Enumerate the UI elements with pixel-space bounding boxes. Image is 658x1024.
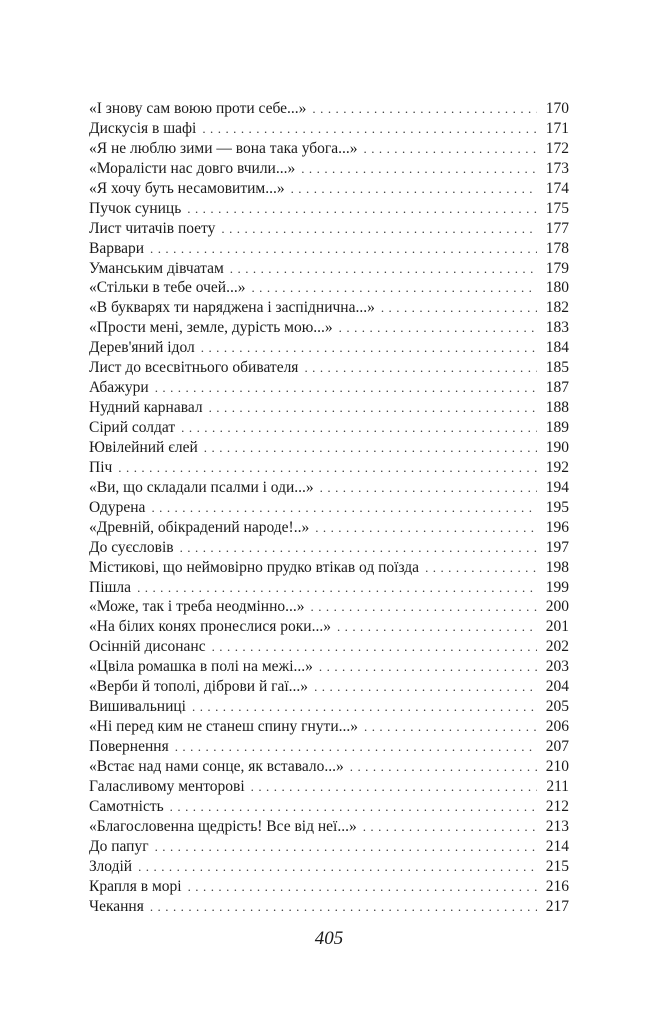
dot-leader [304, 358, 537, 378]
toc-entry [89, 458, 569, 478]
toc-entry-page: 204 [545, 678, 569, 696]
toc-entry [89, 179, 569, 199]
toc-entry [89, 478, 569, 498]
toc-entry [89, 199, 569, 219]
toc-entry-title: Ювілейний єлей [89, 438, 198, 456]
dot-leader [314, 677, 537, 697]
toc-entry-title: «В букварях ти наряджена і заспіднична...» [89, 299, 375, 317]
dot-leader [221, 219, 537, 239]
dot-leader [339, 318, 537, 338]
dot-leader [201, 338, 537, 358]
toc-entry [89, 737, 569, 757]
toc-entry [89, 657, 569, 677]
dot-leader [212, 637, 537, 657]
dot-leader [251, 777, 537, 797]
toc-entry-title: «Верби й тополі, діброви й гаї...» [89, 678, 309, 696]
toc-entry-title: Сірий солдат [89, 419, 176, 436]
toc-entry-page: 183 [545, 319, 569, 337]
toc-entry [89, 637, 569, 657]
toc-entry-title: Дискусія в шафі [89, 119, 197, 137]
toc-entry-title: Піч [89, 458, 113, 476]
dot-leader [188, 877, 537, 897]
toc-entry-page: 175 [545, 199, 569, 217]
toc-entry-page: 196 [545, 518, 569, 536]
toc-entry [89, 139, 569, 159]
toc-entry-page: 215 [545, 857, 569, 875]
toc-entry-title: «Я не люблю зими — вона така убога...» [89, 139, 358, 157]
toc-entry-page: 171 [545, 119, 569, 137]
toc-entry-title: Чекання [89, 897, 144, 915]
toc-entry [89, 597, 569, 617]
toc-entry-page: 189 [545, 419, 569, 436]
toc-entry-page: 187 [545, 379, 569, 397]
toc-entry [89, 817, 569, 837]
table-of-contents [89, 99, 569, 916]
dot-leader [363, 817, 537, 837]
toc-entry-title: Вишивальниці [89, 698, 186, 716]
toc-entry-title: Нудний карнавал [89, 399, 203, 417]
toc-entry-title: Лист читачів поету [89, 219, 216, 237]
toc-entry-title: «І знову сам воюю проти себе...» [89, 100, 307, 117]
dot-leader [364, 717, 537, 737]
toc-entry-title: «Ні перед ким не станеш спину гнути...» [89, 718, 358, 736]
toc-entry [89, 278, 569, 298]
toc-entry [89, 897, 569, 917]
toc-entry-page: 180 [545, 279, 569, 297]
dot-leader [204, 438, 537, 458]
dot-leader [315, 518, 537, 538]
dot-leader [319, 657, 537, 677]
toc-entry-page: 206 [545, 718, 569, 736]
dot-leader [151, 498, 537, 518]
toc-entry-page: 188 [545, 399, 569, 417]
toc-entry-page: 210 [545, 757, 569, 775]
dot-leader [202, 119, 537, 139]
dot-leader [312, 99, 537, 119]
toc-entry [89, 578, 569, 598]
dot-leader [118, 458, 537, 478]
toc-entry-page: 199 [545, 578, 569, 596]
dot-leader [155, 837, 537, 857]
toc-entry-page: 178 [545, 239, 569, 257]
toc-entry-page: 197 [545, 538, 569, 556]
toc-entry-page: 173 [545, 159, 569, 177]
toc-entry-page: 184 [545, 339, 569, 357]
toc-entry-title: До папуг [89, 837, 149, 855]
toc-entry-title: Уманським дівчатам [89, 259, 224, 277]
toc-entry [89, 358, 569, 378]
dot-leader [150, 897, 537, 917]
toc-entry-title: «Моралісти нас довго вчили...» [89, 159, 296, 177]
dot-leader [175, 737, 537, 757]
toc-entry [89, 119, 569, 139]
toc-entry-title: «Я хочу буть несамовитим...» [89, 179, 285, 197]
toc-entry-title: Одурена [89, 498, 146, 516]
dot-leader [350, 757, 537, 777]
toc-entry-page: 205 [545, 698, 569, 716]
toc-entry-title: «Прости мені, земле, дурість мою...» [89, 319, 333, 337]
dot-leader [180, 538, 537, 558]
toc-entry [89, 677, 569, 697]
toc-entry [89, 697, 569, 717]
toc-entry-page: 202 [545, 638, 569, 656]
dot-leader [337, 617, 537, 637]
toc-entry-title: Пучок суниць [89, 199, 182, 217]
toc-entry [89, 538, 569, 558]
dot-leader [320, 478, 537, 498]
toc-entry [89, 757, 569, 777]
toc-entry-page: 200 [545, 598, 569, 616]
toc-entry [89, 857, 569, 877]
toc-entry [89, 219, 569, 239]
toc-entry-page: 170 [545, 100, 569, 117]
toc-entry [89, 298, 569, 318]
toc-entry-title: Варвари [89, 239, 145, 257]
toc-entry-title: «Древній, обікрадений народе!..» [89, 518, 310, 536]
toc-entry-title: «Ви, що складали псалми і оди...» [89, 478, 314, 496]
toc-entry-page: 194 [545, 478, 569, 496]
dot-leader [181, 418, 537, 438]
toc-entry [89, 518, 569, 538]
toc-entry [89, 498, 569, 518]
toc-entry-title: «Цвіла ромашка в полі на межі...» [89, 658, 313, 676]
toc-entry-title: Самотність [89, 797, 164, 815]
toc-entry-title: Злодій [89, 857, 133, 875]
toc-entry-page: 177 [545, 219, 569, 237]
toc-entry-page: 190 [545, 438, 569, 456]
toc-entry [89, 378, 569, 398]
toc-entry [89, 418, 569, 438]
toc-entry [89, 797, 569, 817]
toc-entry [89, 398, 569, 418]
toc-entry-page: 192 [545, 458, 569, 476]
toc-entry [89, 318, 569, 338]
dot-leader [311, 597, 537, 617]
toc-entry-page: 212 [545, 797, 569, 815]
toc-entry [89, 239, 569, 259]
toc-entry-page: 195 [545, 498, 569, 516]
dot-leader [187, 199, 537, 219]
dot-leader [425, 558, 537, 578]
toc-entry-title: «На білих конях пронеслися роки...» [89, 618, 331, 636]
toc-entry-page: 174 [545, 179, 569, 197]
toc-entry-title: Осінній дисонанс [89, 638, 206, 656]
toc-entry [89, 558, 569, 578]
toc-entry-page: 213 [545, 817, 569, 835]
dot-leader [301, 159, 537, 179]
dot-leader [192, 697, 537, 717]
toc-entry-title: «Благословенна щедрість! Все від неї...» [89, 817, 357, 835]
toc-entry [89, 617, 569, 637]
toc-entry-page: 172 [545, 139, 569, 157]
toc-entry-title: Дерев'яний ідол [89, 339, 195, 357]
toc-entry-title: Галасливому менторові [89, 777, 245, 795]
toc-entry [89, 99, 569, 119]
toc-entry-title: Пішла [89, 578, 132, 596]
dot-leader [155, 378, 537, 398]
toc-entry-page: 198 [545, 558, 569, 576]
toc-entry-page: 216 [545, 877, 569, 895]
toc-entry [89, 338, 569, 358]
toc-entry-title: До суєсловів [89, 538, 174, 556]
toc-entry-page: 207 [545, 738, 569, 755]
toc-entry-page: 203 [545, 658, 569, 676]
toc-entry-title: «Встає над нами сонце, як вставало...» [89, 757, 344, 775]
toc-entry-title: «Може, так і треба неодмінно...» [89, 598, 305, 616]
dot-leader [291, 179, 537, 199]
dot-leader [251, 278, 537, 298]
toc-entry-page: 201 [545, 618, 569, 636]
dot-leader [230, 259, 537, 279]
toc-entry-title: «Стільки в тебе очей...» [89, 279, 246, 297]
dot-leader [150, 239, 537, 259]
toc-entry-page: 214 [545, 837, 569, 855]
dot-leader [381, 298, 537, 318]
dot-leader [138, 857, 537, 877]
toc-entry-title: Повернення [89, 738, 169, 755]
toc-entry-page: 217 [545, 897, 569, 915]
page-number: 405 [314, 928, 344, 949]
dot-leader [170, 797, 537, 817]
toc-entry-page: 211 [546, 777, 569, 795]
toc-entry-page: 182 [545, 299, 569, 317]
toc-entry [89, 438, 569, 458]
toc-entry [89, 777, 569, 797]
toc-entry [89, 837, 569, 857]
toc-entry-title: Лист до всесвітнього обивателя [89, 359, 299, 377]
dot-leader [209, 398, 537, 418]
toc-entry-page: 179 [545, 259, 569, 277]
toc-entry [89, 717, 569, 737]
toc-entry-title: Абажури [89, 379, 149, 397]
toc-entry-title: Крапля в морі [89, 877, 182, 895]
dot-leader [364, 139, 538, 159]
toc-entry-page: 185 [545, 359, 569, 377]
toc-entry [89, 159, 569, 179]
toc-entry [89, 877, 569, 897]
dot-leader [137, 578, 537, 598]
toc-entry-title: Містикові, що неймовірно прудко втікав од поїзда [89, 558, 420, 576]
toc-entry [89, 259, 569, 279]
